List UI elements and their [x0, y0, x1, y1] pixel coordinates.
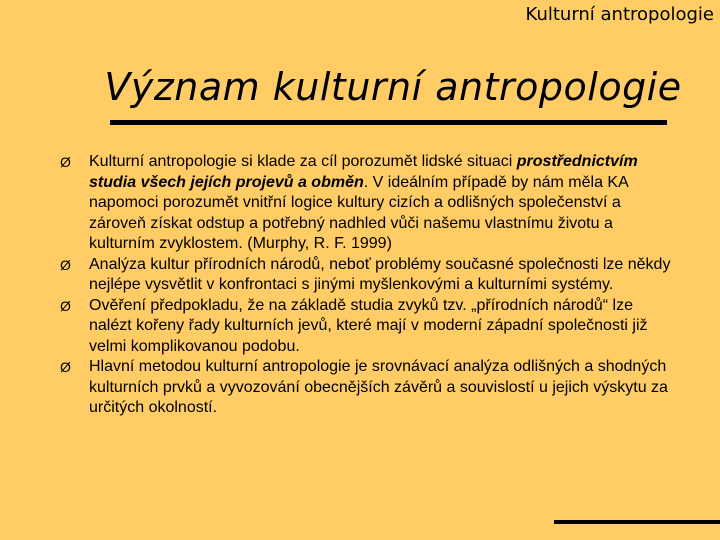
arrow-bullet-icon: Ø [60, 154, 71, 170]
bullet-text: Ověření předpokladu, že na základě studia zvyků tzv. „přírodních národů“ lze nalézt kořeny řady kulturních jevů, které mají v moderní západní společnosti již velmi komplikovanou podobu. [89, 296, 648, 355]
bullet-text: . V ideálním případě by nám měla KA napomoci porozumět vnitřní logice kultury cizích a odlišných společenství a zároveň získat odstup a potřebný nadhled vůči našemu vlastnímu životu a kulturním zvyklostem. (Murphy, R. F. 1999) [89, 173, 628, 252]
slide-title: Význam kulturní antropologie [104, 65, 682, 109]
bullet-item [60, 255, 680, 296]
bullet-list [60, 152, 680, 419]
bullet-item [60, 152, 680, 255]
bullet-text: Kulturní antropologie si klade za cíl porozumět lidské situaci [89, 153, 517, 170]
title-underline [110, 120, 667, 125]
bullet-text: Hlavní metodou kulturní antropologie je srovnávací analýza odlišných a shodných kulturních prvků a vyvozování obecnějších závěrů a souvislostí u jejich výskytu za určitých okolností. [89, 358, 668, 416]
arrow-bullet-icon: Ø [60, 256, 71, 273]
arrow-bullet-icon: Ø [60, 297, 71, 314]
bullet-item [60, 357, 680, 419]
bullet-emphasis: prostřednictvím studia všech jejích projevů a obměn [89, 153, 638, 191]
bullet-item [60, 296, 680, 358]
bullet-text: Analýza kultur přírodních národů, neboť problémy současné společnosti lze někdy nejlépe vysvětlit v konfrontaci s jinými myšlenkovými a kulturními systémy. [89, 255, 671, 293]
slide-header-label: Kulturní antropologie [525, 4, 714, 25]
footer-rule [554, 520, 720, 524]
arrow-bullet-icon: Ø [60, 359, 71, 375]
